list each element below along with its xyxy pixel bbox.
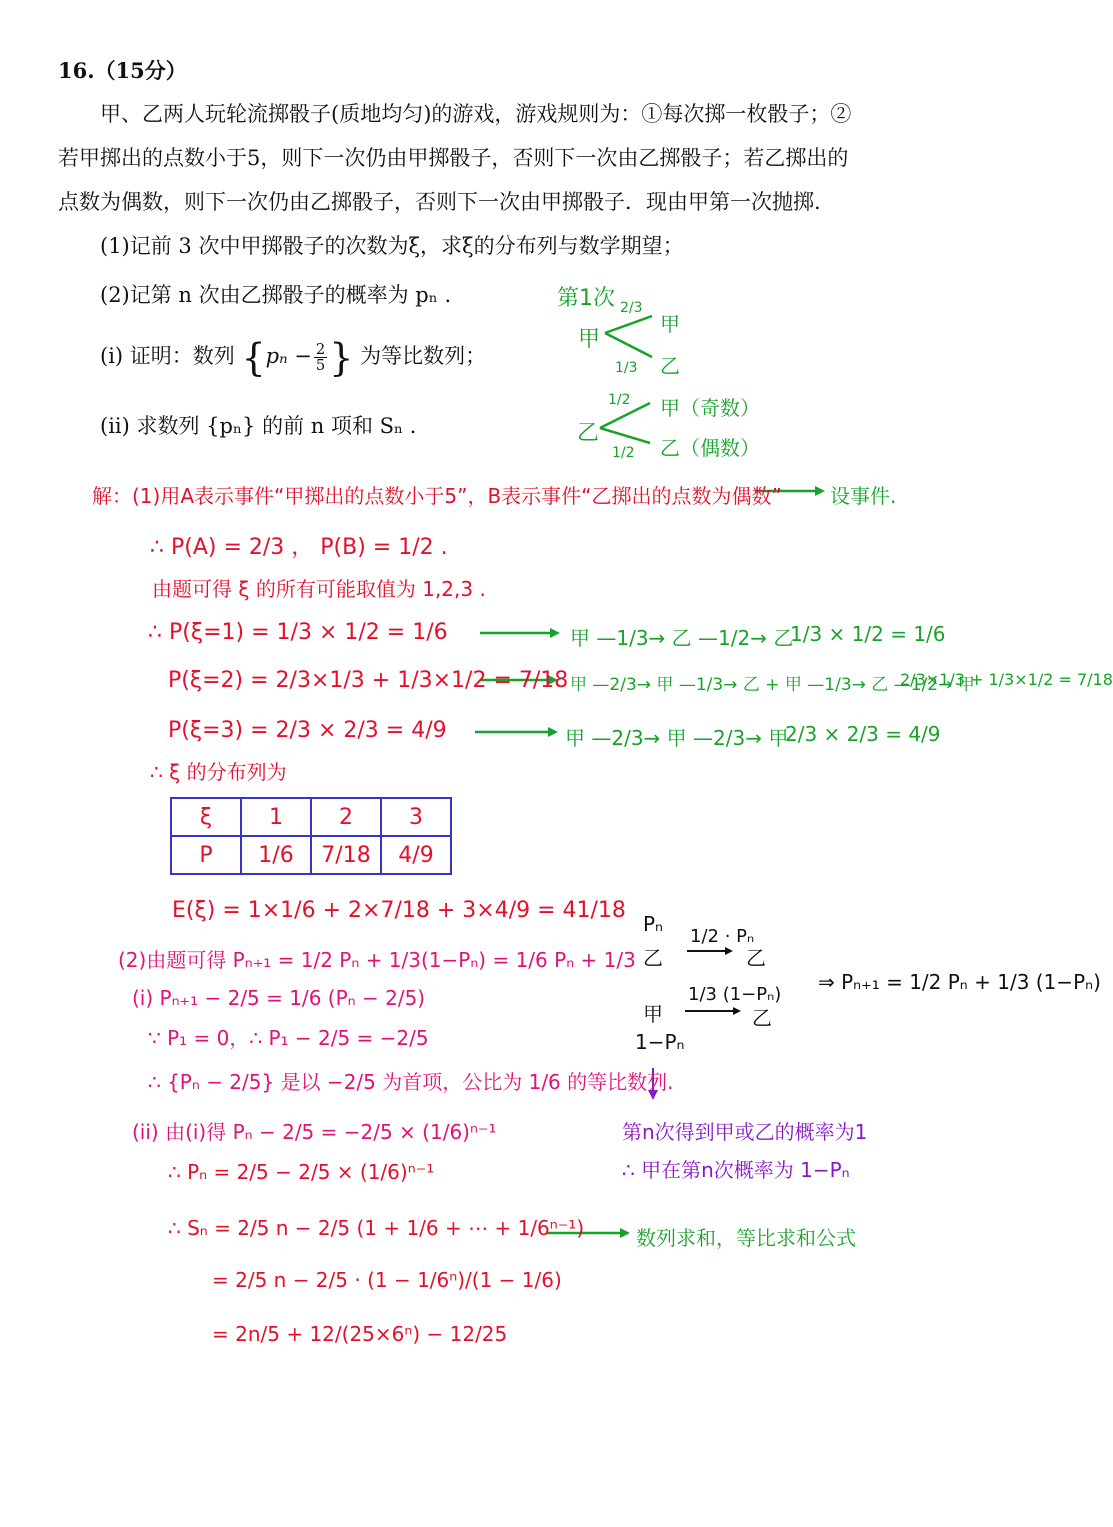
tree-root-jia: 甲: [578, 327, 601, 352]
transition-yi-from: 乙: [643, 946, 663, 970]
table-cell: P: [171, 836, 241, 874]
question-2: (2)记第 n 次由乙掷骰子的概率为 pₙ .: [100, 283, 452, 307]
table-cell: 3: [381, 798, 451, 836]
table-cell: 1: [241, 798, 311, 836]
table-cell: 1/6: [241, 836, 311, 874]
tree-prob-1-3: 1/3: [615, 360, 638, 376]
tree-leaf-yi-even: 乙（偶数）: [660, 436, 760, 460]
path-3: 甲 —2/3→ 甲 —2/3→ 甲: [565, 726, 789, 750]
distribution-title: ∴ ξ 的分布列为: [150, 760, 287, 784]
part-2-ii-line-5: = 2n/5 + 12/(25×6ⁿ) − 12/25: [212, 1322, 508, 1346]
transition-yi-to: 乙: [746, 946, 766, 970]
table-cell: 2: [311, 798, 381, 836]
table-cell: 7/18: [311, 836, 381, 874]
tree-title: 第1次: [557, 286, 615, 311]
sum-formula-note: 数列求和，等比求和公式: [636, 1226, 856, 1250]
tree-leaf-jia-odd: 甲（奇数）: [660, 396, 760, 420]
question-1: (1)记前 3 次中甲掷骰子的次数为ξ，求ξ的分布列与数学期望；: [100, 234, 684, 258]
q2i-denominator: 5: [315, 357, 326, 374]
purple-note-1: 第n次得到甲或乙的概率为1: [622, 1120, 868, 1144]
intro-note: 设事件.: [830, 484, 897, 508]
tree-prob-2-3: 2/3: [620, 300, 643, 316]
path-2: 甲 —2/3→ 甲 —1/3→ 乙 + 甲 —1/3→ 乙 —1/2→ 甲: [570, 675, 975, 695]
part-2-ii-line-3: ∴ Sₙ = 2/5 n − 2/5 (1 + 1/6 + ⋯ + 1/6ⁿ⁻¹): [168, 1216, 585, 1240]
path-1-calc: 1/3 × 1/2 = 1/6: [790, 622, 946, 646]
pa-pb-line: ∴ P(A) = 2/3 ， P(B) = 1/2 .: [150, 535, 448, 560]
brace-left: {: [241, 335, 266, 380]
transition-one-minus: 1−Pₙ: [635, 1030, 685, 1054]
q2i-prefix: (i) 证明：数列: [100, 344, 235, 368]
transition-arrow-top-label: 1/2 · Pₙ: [690, 926, 755, 947]
part-2-ii-line-2: ∴ Pₙ = 2/5 − 2/5 × (1/6)ⁿ⁻¹: [168, 1160, 435, 1184]
transition-jia-from: 甲: [643, 1002, 663, 1026]
tree-prob-1-2-bottom: 1/2: [612, 445, 635, 461]
xi-values-line: 由题可得 ξ 的所有可能取值为 1,2,3 .: [152, 577, 486, 601]
table-row: [171, 836, 451, 874]
tree-prob-1-2-top: 1/2: [608, 392, 631, 408]
table-cell: 4/9: [381, 836, 451, 874]
problem-stem-line-2: 若甲掷出的点数小于5，则下一次仍由甲掷骰子，否则下一次由乙掷骰子；若乙掷出的: [58, 146, 849, 170]
q2i-pn: pₙ −: [265, 344, 312, 368]
problem-number: 16.（15分）: [58, 58, 187, 83]
q2i-numerator: 2: [315, 340, 326, 358]
tree-leaf-yi-1: 乙: [660, 354, 680, 378]
part-2-i-line-2: ∵ P₁ = 0，∴ P₁ − 2/5 = −2/5: [148, 1026, 429, 1050]
transition-result: ⇒ Pₙ₊₁ = 1/2 Pₙ + 1/3 (1−Pₙ): [818, 970, 1101, 994]
path-3-calc: 2/3 × 2/3 = 4/9: [785, 722, 941, 746]
table-row: [171, 798, 451, 836]
tree-leaf-jia-1: 甲: [660, 312, 680, 336]
path-1: 甲 —1/3→ 乙 —1/2→ 乙: [570, 626, 794, 650]
purple-note-2: ∴ 甲在第n次概率为 1−Pₙ: [622, 1158, 850, 1182]
transition-arrow-bottom-label: 1/3 (1−Pₙ): [688, 984, 782, 1005]
distribution-table: [170, 797, 452, 875]
p-xi-1: ∴ P(ξ=1) = 1/3 × 1/2 = 1/6: [148, 620, 448, 645]
tree-root-yi: 乙: [577, 421, 600, 446]
part-2-ii-line-1: (ii) 由(i)得 Pₙ − 2/5 = −2/5 × (1/6)ⁿ⁻¹: [132, 1120, 497, 1144]
problem-stem-line-3: 点数为偶数，则下一次仍由乙掷骰子，否则下一次由甲掷骰子．现由甲第一次抛掷.: [58, 190, 821, 214]
part-2-i-line-3: ∴ {Pₙ − 2/5} 是以 −2/5 为首项，公比为 1/6 的等比数列.: [148, 1070, 674, 1094]
table-cell: ξ: [171, 798, 241, 836]
part-2-i-line-1: (i) Pₙ₊₁ − 2/5 = 1/6 (Pₙ − 2/5): [132, 986, 426, 1010]
part-2-ii-line-4: = 2/5 n − 2/5 · (1 − 1/6ⁿ)/(1 − 1/6): [212, 1268, 562, 1292]
path-2-calc: 2/3×1/3 + 1/3×1/2 = 7/18: [900, 670, 1113, 689]
question-2-ii: (ii) 求数列 {pₙ} 的前 n 项和 Sₙ .: [100, 414, 417, 438]
transition-pn: Pₙ: [643, 912, 664, 936]
problem-stem-line-1: 甲、乙两人玩轮流掷骰子(质地均匀)的游戏，游戏规则为：①每次掷一枚骰子；②: [100, 102, 852, 126]
brace-right: }: [329, 335, 354, 380]
transition-yi-to-2: 乙: [752, 1006, 772, 1030]
q2i-suffix: 为等比数列；: [360, 344, 487, 368]
p-xi-3: P(ξ=3) = 2/3 × 2/3 = 4/9: [168, 718, 447, 743]
p-xi-2: P(ξ=2) = 2/3×1/3 + 1/3×1/2 = 7/18: [168, 668, 569, 693]
solution-intro: 解：(1)用A表示事件“甲掷出的点数小于5”，B表示事件“乙掷出的点数为偶数”: [92, 484, 782, 508]
expectation: E(ξ) = 1×1/6 + 2×7/18 + 3×4/9 = 41/18: [172, 898, 626, 923]
part-2-recurrence: (2)由题可得 Pₙ₊₁ = 1/2 Pₙ + 1/3(1−Pₙ) = 1/6 Pₙ + 1/3: [118, 948, 636, 972]
